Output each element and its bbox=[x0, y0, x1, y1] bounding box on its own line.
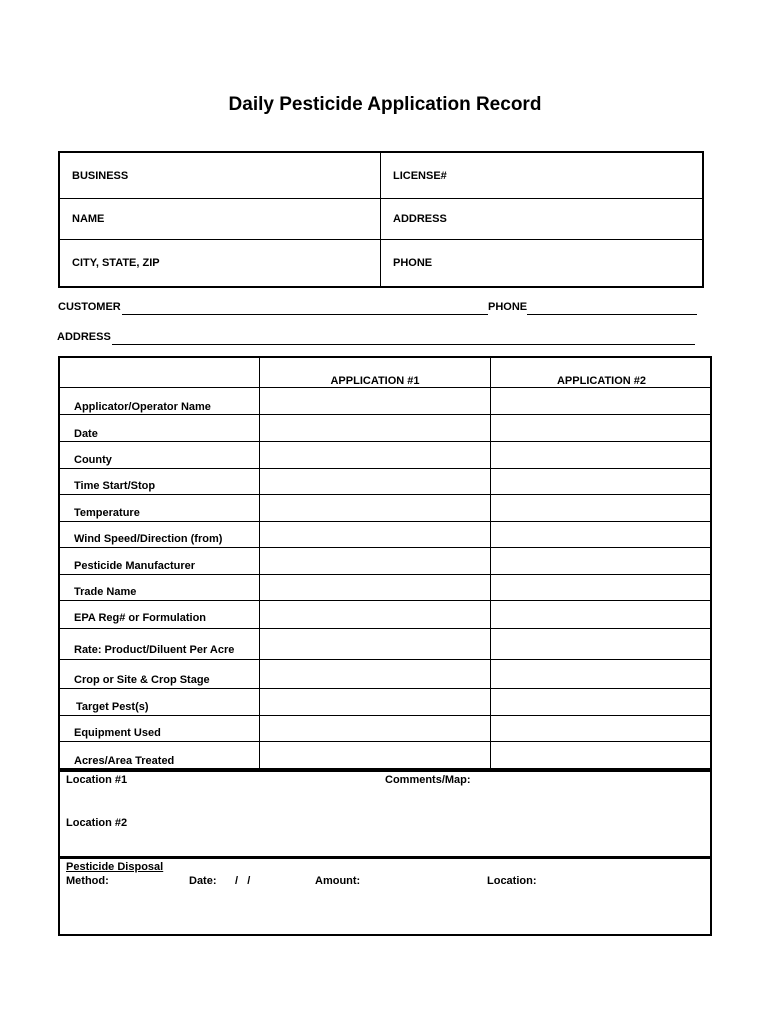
application-2-cell[interactable] bbox=[491, 716, 710, 741]
row-label: County bbox=[74, 454, 112, 466]
row-label: Trade Name bbox=[74, 586, 137, 598]
application-1-cell[interactable] bbox=[260, 575, 490, 600]
page-title: Daily Pesticide Application Record bbox=[228, 94, 542, 115]
row-label: Date bbox=[74, 428, 98, 440]
row-label: Acres/Area Treated bbox=[74, 755, 175, 767]
application-1-cell[interactable] bbox=[260, 689, 490, 715]
row-label: Equipment Used bbox=[74, 727, 161, 739]
pesticide-disposal-section bbox=[58, 857, 712, 936]
city-state-zip-field[interactable]: CITY, STATE, ZIP bbox=[72, 257, 160, 269]
disposal-method-label: Method: bbox=[66, 875, 109, 887]
application-1-cell[interactable] bbox=[260, 495, 490, 521]
row-label: Target Pest(s) bbox=[76, 701, 149, 713]
application-2-cell[interactable] bbox=[491, 660, 710, 688]
column-header-application-1: APPLICATION #1 bbox=[330, 375, 420, 387]
customer-address-input-line[interactable] bbox=[112, 344, 695, 345]
application-1-cell[interactable] bbox=[260, 601, 490, 628]
license-field[interactable]: LICENSE# bbox=[393, 169, 447, 182]
location-1-label: Location #1 bbox=[66, 774, 128, 786]
disposal-location-label: Location: bbox=[487, 875, 537, 887]
application-1-cell[interactable] bbox=[260, 629, 490, 659]
application-1-cell[interactable] bbox=[260, 548, 490, 574]
row-label: Wind Speed/Direction (from) bbox=[74, 533, 223, 545]
application-2-cell[interactable] bbox=[491, 548, 710, 574]
application-2-cell[interactable] bbox=[491, 388, 710, 414]
application-1-cell[interactable] bbox=[260, 442, 490, 468]
application-2-cell[interactable] bbox=[491, 469, 710, 494]
application-2-cell[interactable] bbox=[491, 601, 710, 628]
customer-phone-input-line[interactable] bbox=[527, 314, 697, 315]
row-label: EPA Reg# or Formulation bbox=[74, 612, 207, 624]
customer-input-line[interactable] bbox=[122, 314, 488, 315]
business-field[interactable]: BUSINESS bbox=[72, 169, 129, 182]
application-1-cell[interactable] bbox=[260, 388, 490, 414]
application-2-cell[interactable] bbox=[491, 442, 710, 468]
row-label: Time Start/Stop bbox=[74, 480, 156, 492]
row-label: Rate: Product/Diluent Per Acre bbox=[74, 644, 235, 656]
location-section bbox=[58, 770, 712, 858]
disposal-heading: Pesticide Disposal bbox=[66, 861, 164, 873]
column-header-application-2: APPLICATION #2 bbox=[556, 375, 647, 387]
application-2-cell[interactable] bbox=[491, 495, 710, 521]
application-2-cell[interactable] bbox=[491, 575, 710, 600]
application-1-cell[interactable] bbox=[260, 660, 490, 688]
disposal-amount-label: Amount: bbox=[315, 875, 361, 887]
row-label: Pesticide Manufacturer bbox=[74, 560, 196, 572]
phone-field[interactable]: PHONE bbox=[393, 257, 433, 269]
application-2-cell[interactable] bbox=[491, 689, 710, 715]
application-1-cell[interactable] bbox=[260, 716, 490, 741]
application-2-cell[interactable] bbox=[491, 522, 710, 547]
business-info-table bbox=[58, 151, 704, 288]
application-1-cell[interactable] bbox=[260, 522, 490, 547]
name-field[interactable]: NAME bbox=[72, 213, 105, 225]
row-label: Applicator/Operator Name bbox=[74, 401, 211, 413]
address-field[interactable]: ADDRESS bbox=[393, 213, 447, 225]
location-2-label: Location #2 bbox=[66, 817, 128, 829]
row-label: Crop or Site & Crop Stage bbox=[74, 674, 210, 686]
customer-phone-label: PHONE bbox=[488, 301, 528, 313]
customer-address-label: ADDRESS bbox=[57, 331, 111, 343]
disposal-date-label: Date: bbox=[189, 875, 217, 887]
application-1-cell[interactable] bbox=[260, 469, 490, 494]
application-2-cell[interactable] bbox=[491, 415, 710, 441]
application-1-cell[interactable] bbox=[260, 742, 490, 768]
customer-label: CUSTOMER bbox=[58, 301, 121, 313]
application-table bbox=[58, 356, 712, 770]
row-label: Temperature bbox=[74, 507, 140, 519]
application-2-cell[interactable] bbox=[491, 629, 710, 659]
comments-map-label: Comments/Map: bbox=[385, 774, 471, 786]
disposal-date-slashes: / / bbox=[235, 875, 251, 887]
application-1-cell[interactable] bbox=[260, 415, 490, 441]
application-2-cell[interactable] bbox=[491, 742, 710, 768]
